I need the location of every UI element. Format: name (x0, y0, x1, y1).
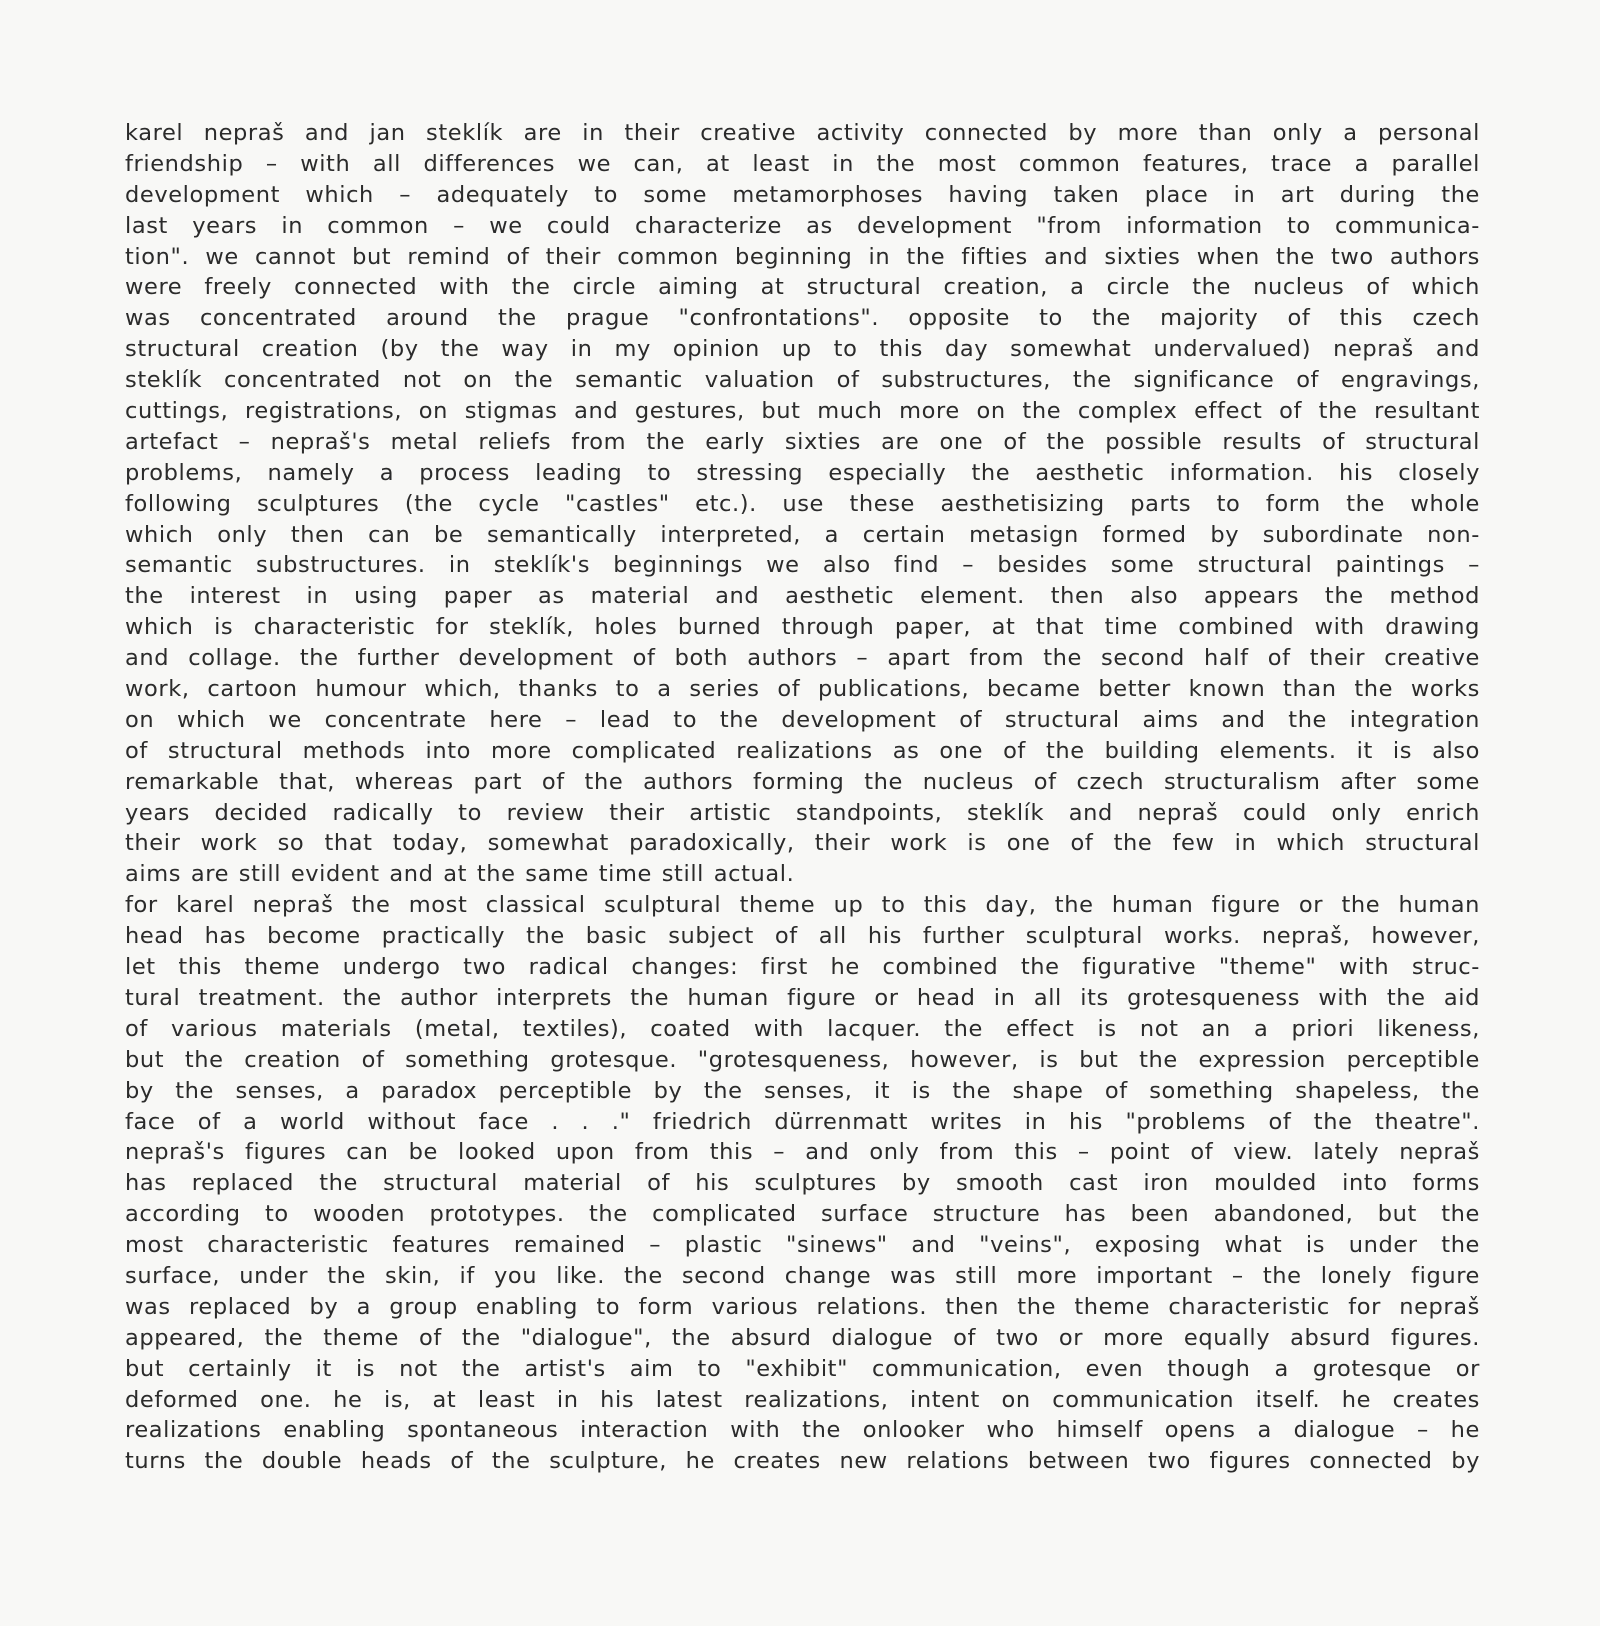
text-line: steklík concentrated not on the semantic valuation of substructures, the significance of engravings, (125, 367, 1480, 394)
text-line: let this theme undergo two radical changes: first he combined the figurative "theme" with struc- (125, 954, 1480, 981)
text-line: but certainly it is not the artist's aim to "exhibit" communication, even though a grotesque or (125, 1355, 1480, 1382)
text-line: nepraš's figures can be looked upon from this – and only from this – point of view. lately nepraš (125, 1139, 1480, 1166)
text-line: were freely connected with the circle aiming at structural creation, a circle the nucleus of which (125, 274, 1480, 301)
text-line: realizations enabling spontaneous interaction with the onlooker who himself opens a dialogue – he (125, 1417, 1480, 1444)
text-line: of various materials (metal, textiles), coated with lacquer. the effect is not an a priori likeness, (125, 1015, 1480, 1042)
text-line: face of a world without face . . ." friedrich dürrenmatt writes in his "problems of the theatre". (125, 1108, 1480, 1135)
text-line: work, cartoon humour which, thanks to a series of publications, became better known than the works (125, 676, 1480, 703)
text-line: semantic substructures. in steklík's beginnings we also find – besides some structural paintings – (125, 552, 1480, 579)
body-text (125, 118, 1480, 1477)
text-line: was replaced by a group enabling to form various relations. then the theme characteristic for nepraš (125, 1293, 1480, 1320)
text-line: of structural methods into more complicated realizations as one of the building elements. it is also (125, 737, 1480, 764)
text-line: tion". we cannot but remind of their common beginning in the fifties and sixties when the two authors (125, 243, 1480, 270)
text-line: turns the double heads of the sculpture, he creates new relations between two figures connected by (125, 1448, 1480, 1475)
text-line: has replaced the structural material of his sculptures by smooth cast iron moulded into forms (125, 1170, 1480, 1197)
text-line: following sculptures (the cycle "castles" etc.). use these aesthetisizing parts to form the whole (125, 490, 1480, 517)
paragraph-1 (125, 118, 1480, 890)
text-line: appeared, the theme of the "dialogue", the absurd dialogue of two or more equally absurd figures. (125, 1324, 1480, 1351)
text-line: which is characteristic for steklík, holes burned through paper, at that time combined with drawing (125, 614, 1480, 641)
text-line: but the creation of something grotesque. "grotesqueness, however, is but the expression perceptible (125, 1046, 1480, 1073)
text-line: artefact – nepraš's metal reliefs from the early sixties are one of the possible results of structural (125, 428, 1480, 455)
text-line: last years in common – we could characterize as development "from information to communica- (125, 212, 1480, 239)
text-line: according to wooden prototypes. the complicated surface structure has been abandoned, but the (125, 1201, 1480, 1228)
text-line: head has become practically the basic subject of all his further sculptural works. nepraš, however, (125, 923, 1480, 950)
text-line: aims are still evident and at the same time still actual. (125, 861, 795, 888)
text-line: on which we concentrate here – lead to the development of structural aims and the integration (125, 706, 1480, 733)
text-line: friendship – with all differences we can, at least in the most common features, trace a parallel (125, 150, 1480, 177)
text-line: for karel nepraš the most classical sculptural theme up to this day, the human figure or the human (125, 892, 1480, 919)
text-line: the interest in using paper as material and aesthetic element. then also appears the method (125, 583, 1480, 610)
text-line: karel nepraš and jan steklík are in their creative activity connected by more than only a personal (125, 120, 1480, 146)
text-line: most characteristic features remained – plastic "sinews" and "veins", exposing what is under the (125, 1232, 1480, 1259)
text-line: development which – adequately to some metamorphoses having taken place in art during the (125, 181, 1480, 208)
text-line: deformed one. he is, at least in his latest realizations, intent on communication itself. he creates (125, 1386, 1480, 1413)
text-line: cuttings, registrations, on stigmas and gestures, but much more on the complex effect of the resultant (125, 398, 1480, 425)
text-line: and collage. the further development of both authors – apart from the second half of their creative (125, 645, 1480, 672)
text-line: surface, under the skin, if you like. the second change was still more important – the lonely figure (125, 1262, 1480, 1289)
text-line: their work so that today, somewhat paradoxically, their work is one of the few in which structural (125, 830, 1480, 857)
paragraph-2 (125, 890, 1480, 1477)
text-line: structural creation (by the way in my opinion up to this day somewhat undervalued) nepraš and (125, 336, 1480, 363)
text-line: problems, namely a process leading to stressing especially the aesthetic information. his closely (125, 459, 1480, 486)
text-line: by the senses, a paradox perceptible by the senses, it is the shape of something shapeless, the (125, 1077, 1480, 1104)
text-line: was concentrated around the prague "confrontations". opposite to the majority of this czech (125, 305, 1480, 332)
text-line: which only then can be semantically interpreted, a certain metasign formed by subordinate non- (125, 521, 1480, 548)
text-line: tural treatment. the author interprets the human figure or head in all its grotesqueness with the aid (125, 984, 1480, 1011)
text-line: remarkable that, whereas part of the authors forming the nucleus of czech structuralism after some (125, 768, 1480, 795)
text-line: years decided radically to review their artistic standpoints, steklík and nepraš could only enrich (125, 799, 1480, 826)
